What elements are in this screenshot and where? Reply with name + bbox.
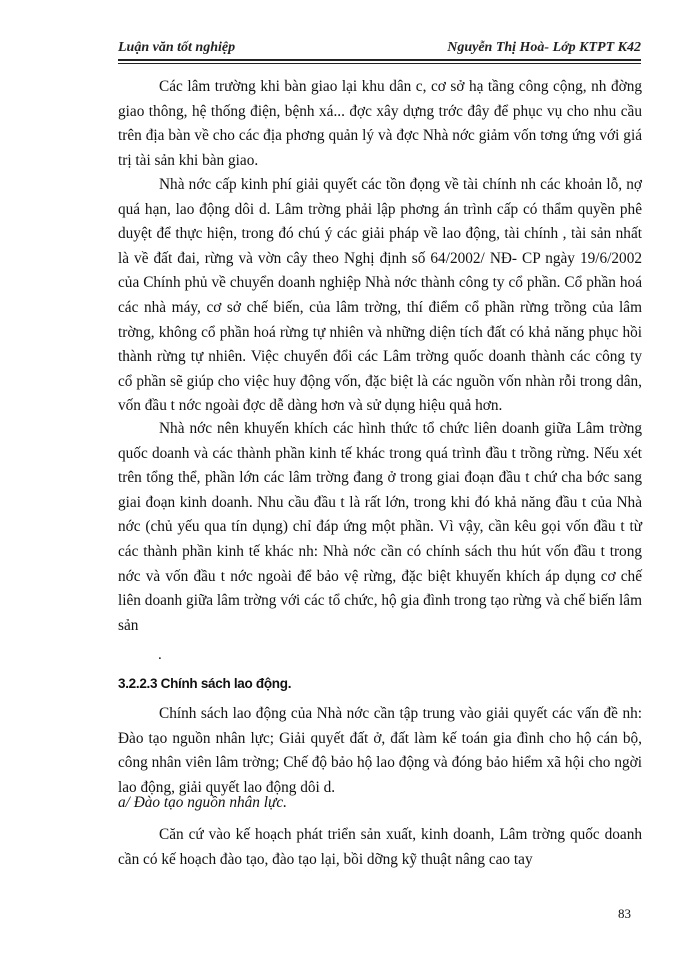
paragraph-text: Nhà nớc nên khuyến khích các hình thức tổ chức liên doanh giữa Lâm trờng quốc doanh và các thành phần kinh tế khác trong quá trình đầu t trồng rừng. Nếu xét trên tổng thể, phần lớn các lâm trờng đang ở trong giai đoạn đầu t chứ cha bớc sang giai đoạn kinh doanh. Nhu cầu đầu t là rất lớn, trong khi đó khả năng đầu t của Nhà nớc (chủ yếu qua tín dụng) chỉ đáp ứng một phần. Vì vậy, cần kêu gọi vốn đầu t từ các thành phần kinh tế khác nh: Nhà nớc cần có chính sách thu hút vốn đầu t trong nớc và vốn đầu t nớc ngoài để bảo vệ rừng, đặc biệt khuyến khích áp dụng cơ chế liên doanh giữa lâm trờng với các tổ chức, hộ gia đình trong tạo rừng và chế biến lâm sản [118, 420, 642, 634]
page-number: 83 [618, 906, 631, 921]
header-rule-thick [118, 59, 641, 61]
paragraph-1 [118, 75, 642, 173]
paragraph-5 [118, 823, 642, 872]
paragraph-text: Các lâm trường khi bàn giao lại khu dân c, cơ sở hạ tầng công cộng, nh đờng giao thông, hệ thống điện, bệnh xá... đợc xây dựng trớc đây để phục vụ cho nhu cầu trên địa bàn về cho các địa phơng quản lý và đợc Nhà nớc giảm vốn tơng ứng với giá trị tài sản khi bàn giao. [118, 78, 642, 169]
paragraph-3 [118, 417, 642, 638]
paragraph-2 [118, 173, 642, 419]
paragraph-text: Căn cứ vào kế hoạch phát triển sản xuất, kinh doanh, Lâm trờng quốc doanh cần có kế hoạch đào tạo, đào tạo lại, bồi dỡng kỹ thuật nâng cao tay [118, 826, 642, 868]
subsection-heading: a/ Đào tạo nguồn nhân lực. [118, 794, 287, 811]
header-thesis-title: Luận văn tốt nghiệp [118, 40, 236, 55]
header-author-class: Nguyễn Thị Hoà- Lớp KTPT K42 [447, 40, 641, 55]
section-heading: 3.2.2.3 Chính sách lao động. [118, 676, 292, 691]
header-rule-thin [118, 63, 641, 64]
paragraph-text: Chính sách lao động của Nhà nớc cần tập trung vào giải quyết các vấn đề nh: Đào tạo nguồn nhân lực; Giải quyết đất ở, đất làm kế toán gia đình cho hộ cán bộ, công nhân viên lâm trờng; Chế độ bảo hộ lao động và đóng bảo hiểm xã hội cho ngời lao động, giải quyết lao động dôi d. [118, 705, 642, 796]
paragraph-4 [118, 702, 642, 800]
running-header [118, 40, 641, 58]
paragraph-text: Nhà nớc cấp kinh phí giải quyết các tồn đọng về tài chính nh các khoản lỗ, nợ quá hạn, lao động dôi d. Lâm trờng phải lập phơng án trình cấp có thẩm quyền phê duyệt để thực hiện, trong đó chú ý các giải pháp về lao động, tài chính , tài sản nhất là về đất đai, rừng và vờn cây theo Nghị định số 64/2002/ NĐ- CP ngày 19/6/2002 của Chính phủ về chuyển doanh nghiệp Nhà nớc thành công ty cổ phần. Cổ phần hoá các nhà máy, cơ sở chế biến, của lâm trờng, thí điểm cổ phần rừng trồng của lâm trờng, không cổ phần hoá rừng tự nhiên và những diện tích đất có khả năng phục hồi thành rừng tự nhiên. Việc chuyển đổi các Lâm trờng quốc doanh thành các công ty cổ phần sẽ giúp cho việc huy động vốn, đặc biệt là các nguồn vốn nhàn rỗi trong dân, vốn đầu t nớc ngoài đợc dễ dàng hơn và sử dụng hiệu quả hơn. [118, 176, 642, 415]
stray-dot: . [158, 647, 162, 663]
